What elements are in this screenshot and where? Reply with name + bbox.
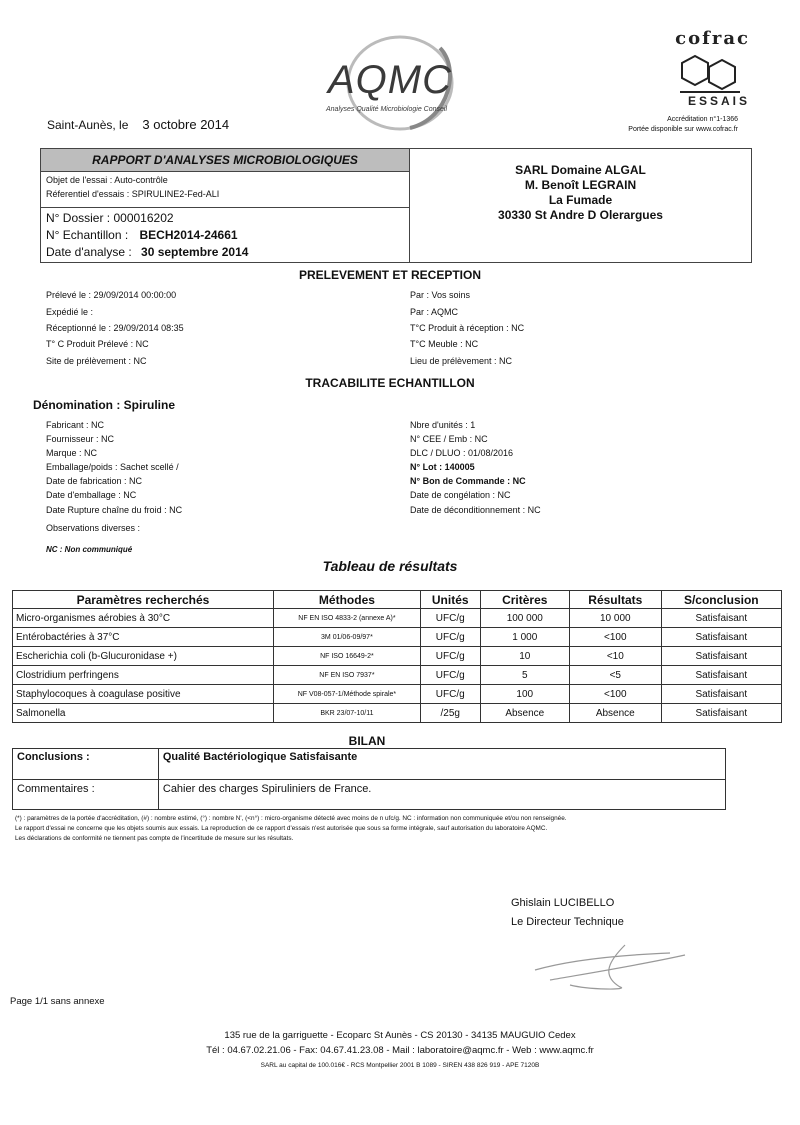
table-row xyxy=(13,628,782,647)
results-header-row xyxy=(13,591,782,609)
cell-result: Absence xyxy=(570,704,662,723)
cell-parameter: Entérobactéries à 37°C xyxy=(13,628,274,647)
report-info-box xyxy=(40,148,410,263)
product-denomination: Dénomination : Spiruline xyxy=(33,398,176,412)
cell-conclusion: Satisfaisant xyxy=(661,685,781,704)
packaging-date: Date d'emballage : NC xyxy=(46,490,137,500)
shipped-by: Par : AQMC xyxy=(410,307,459,317)
footnote: (*) : paramètres de la portée d'accréditation, (#) : nombre estimé, (°) : nombre N', (<n°) : micro-organisme détecté avec moins de n ufc/g. NC : information non communiquée et/ou non renseignée. xyxy=(15,815,567,822)
cell-criteria: 10 xyxy=(480,647,569,666)
sample-number xyxy=(46,228,238,242)
cell-unit: UFC/g xyxy=(420,647,480,666)
footer-legal: SARL au capital de 100.016€ - RCS Montpellier 2001 B 1089 - SIREN 438 826 919 - APE 7120B xyxy=(260,1062,540,1069)
conclusions-label: Conclusions : xyxy=(13,749,159,780)
report-title: RAPPORT D'ANALYSES MICROBIOLOGIQUES xyxy=(41,149,409,172)
analysis-date-value: 30 septembre 2014 xyxy=(141,245,249,259)
cell-criteria: 100 xyxy=(480,685,569,704)
cell-criteria: 5 xyxy=(480,666,569,685)
unit-count: Nbre d'unités : 1 xyxy=(410,420,476,430)
cell-parameter: Salmonella xyxy=(13,704,274,723)
test-reference: Réferentiel d'essais : SPIRULINE2-Fed-ALI xyxy=(46,189,220,199)
cell-result: <100 xyxy=(570,628,662,647)
nc-legend: NC : Non communiqué xyxy=(46,545,133,554)
col-header-result: Résultats xyxy=(570,591,662,609)
sample-number-label: N° Echantillon : xyxy=(46,228,129,242)
cell-conclusion: Satisfaisant xyxy=(661,609,781,628)
cofrac-logo xyxy=(628,28,760,138)
report-date: 3 octobre 2014 xyxy=(142,117,230,132)
lot-number: N° Lot : 140005 xyxy=(410,462,475,472)
cell-unit: UFC/g xyxy=(420,609,480,628)
prelevement-title: PRELEVEMENT ET RECEPTION xyxy=(298,268,482,282)
cell-method: NF ISO 16649-2* xyxy=(273,647,420,666)
col-header-criteria: Critères xyxy=(480,591,569,609)
collected-date: Prélevé le : 29/09/2014 00:00:00 xyxy=(46,290,177,300)
footer-contact: Tél : 04.67.02.21.06 - Fax: 04.67.41.23.08 - Mail : laboratoire@aqmc.fr - Web : www.aqmc.fr xyxy=(206,1045,594,1056)
collection-location: Lieu de prélèvement : NC xyxy=(410,356,513,366)
cell-unit: UFC/g xyxy=(420,628,480,647)
cell-conclusion: Satisfaisant xyxy=(661,666,781,685)
cofrac-essais: ESSAIS xyxy=(687,94,750,108)
cell-parameter: Micro-organismes aérobies à 30°C xyxy=(13,609,274,628)
cell-result: <100 xyxy=(570,685,662,704)
comments-value: Cahier des charges Spiruliniers de France. xyxy=(158,780,725,810)
footnote: Les déclarations de conformité ne tiennent pas compte de l'incertitude de mesure sur les résultats. xyxy=(15,835,294,842)
cofrac-portee: Portée disponible sur www.cofrac.fr xyxy=(628,126,738,133)
divider xyxy=(41,207,409,208)
table-row xyxy=(13,704,782,723)
footnotes xyxy=(15,814,775,844)
received-date: Réceptionné le : 29/09/2014 08:35 xyxy=(46,323,184,333)
col-header-method: Méthodes xyxy=(273,591,420,609)
cell-method: 3M 01/06-09/97* xyxy=(273,628,420,647)
cell-conclusion: Satisfaisant xyxy=(661,647,781,666)
reception-temperature: T°C Produit à réception : NC xyxy=(410,323,525,333)
cell-result: <10 xyxy=(570,647,662,666)
signatory xyxy=(511,894,624,932)
date-place: Saint-Aunès, le xyxy=(47,118,129,132)
dossier-number: N° Dossier : 000016202 xyxy=(46,211,174,225)
analysis-date-label: Date d'analyse : xyxy=(46,245,132,259)
cell-method: NF V08-057-1/Méthode spirale* xyxy=(273,685,420,704)
page-indicator: Page 1/1 sans annexe xyxy=(10,996,105,1007)
order-number: N° Bon de Commande : NC xyxy=(410,476,526,486)
table-row xyxy=(13,647,782,666)
results-table xyxy=(12,590,782,723)
client-box xyxy=(410,148,752,263)
collected-by: Par : Vos soins xyxy=(410,290,471,300)
collection-site: Site de prélèvement : NC xyxy=(46,356,147,366)
conclusions-value: Qualité Bactériologique Satisfaisante xyxy=(158,749,725,780)
brand: Marque : NC xyxy=(46,448,98,458)
footer xyxy=(0,1028,800,1073)
client-company: SARL Domaine ALGAL xyxy=(515,163,646,177)
bilan-title: BILAN xyxy=(348,734,386,748)
observations: Observations diverses : xyxy=(46,523,141,533)
footer-address: 135 rue de la garriguette - Ecoparc St Aunès - CS 20130 - 34135 MAUGUIO Cedex xyxy=(224,1030,576,1041)
col-header-unit: Unités xyxy=(420,591,480,609)
cell-method: NF EN ISO 7937* xyxy=(273,666,420,685)
test-object: Objet de l'essai : Auto-contrôle xyxy=(46,175,168,185)
cell-criteria: Absence xyxy=(480,704,569,723)
cell-method: BKR 23/07-10/11 xyxy=(273,704,420,723)
analysis-date xyxy=(46,245,248,259)
sample-number-value: BECH2014-24661 xyxy=(139,228,238,242)
tracabilite-title: TRACABILITE ECHANTILLON xyxy=(305,376,475,390)
aqmc-logo xyxy=(320,28,470,136)
freezing-date: Date de congélation : NC xyxy=(410,490,511,500)
cell-unit: /25g xyxy=(420,704,480,723)
client-person: M. Benoît LEGRAIN xyxy=(524,178,637,192)
col-header-conclusion: S/conclusion xyxy=(661,591,781,609)
cell-conclusion: Satisfaisant xyxy=(661,628,781,647)
cell-result: <5 xyxy=(570,666,662,685)
client-address-line1: La Fumade xyxy=(548,193,613,207)
cee-number: N° CEE / Emb : NC xyxy=(410,434,488,444)
logo-tagline: Analyses Qualité Microbiologie Conseil xyxy=(326,106,448,113)
col-header-parameter: Paramètres recherchés xyxy=(13,591,274,609)
table-row xyxy=(13,685,782,704)
cell-criteria: 100 000 xyxy=(480,609,569,628)
client-address-line2: 30330 St Andre D Olerargues xyxy=(498,208,663,222)
date-line xyxy=(47,117,229,132)
best-before: DLC / DLUO : 01/08/2016 xyxy=(410,448,514,458)
packaging: Emballage/poids : Sachet scellé / xyxy=(46,462,179,472)
cell-unit: UFC/g xyxy=(420,666,480,685)
bilan-table xyxy=(12,748,726,810)
cold-chain-break-date: Date Rupture chaîne du froid : NC xyxy=(46,505,183,515)
signatory-name: Ghislain LUCIBELLO xyxy=(511,897,615,909)
unpacking-date: Date de déconditionnement : NC xyxy=(410,505,541,515)
results-title: Tableau de résultats xyxy=(322,558,458,574)
signatory-role: Le Directeur Technique xyxy=(511,916,624,928)
handwritten-signature xyxy=(530,935,690,995)
cell-parameter: Escherichia coli (b-Glucuronidase +) xyxy=(13,647,274,666)
cell-result: 10 000 xyxy=(570,609,662,628)
shipped-date: Expédié le : xyxy=(46,307,94,317)
footnote: Le rapport d'essai ne concerne que les objets soumis aux essais. La reproduction de ce rapport d'essais n'est autorisée que sous sa forme intégrale, sauf autorisation du laboratoire AQMC. xyxy=(15,825,548,832)
comments-row xyxy=(13,780,726,810)
manufacture-date: Date de fabrication : NC xyxy=(46,476,143,486)
cell-parameter: Staphylocoques à coagulase positive xyxy=(13,685,274,704)
cell-unit: UFC/g xyxy=(420,685,480,704)
cell-criteria: 1 000 xyxy=(480,628,569,647)
storage-temperature: T°C Meuble : NC xyxy=(410,339,479,349)
table-row xyxy=(13,666,782,685)
cofrac-hexagon-icon xyxy=(680,54,740,94)
collected-temperature: T° C Produit Prélevé : NC xyxy=(46,339,149,349)
table-row xyxy=(13,609,782,628)
cell-method: NF EN ISO 4833-2 (annexe A)* xyxy=(273,609,420,628)
manufacturer: Fabricant : NC xyxy=(46,420,105,430)
cell-conclusion: Satisfaisant xyxy=(661,704,781,723)
cofrac-wordmark: cofrac xyxy=(675,28,750,49)
logo-wordmark: AQMC xyxy=(328,58,452,102)
comments-label: Commentaires : xyxy=(13,780,159,810)
client-address xyxy=(410,163,751,223)
conclusions-row xyxy=(13,749,726,780)
cofrac-accreditation: Accréditation n°1-1366 xyxy=(667,116,738,123)
cell-parameter: Clostridium perfringens xyxy=(13,666,274,685)
supplier: Fournisseur : NC xyxy=(46,434,115,444)
